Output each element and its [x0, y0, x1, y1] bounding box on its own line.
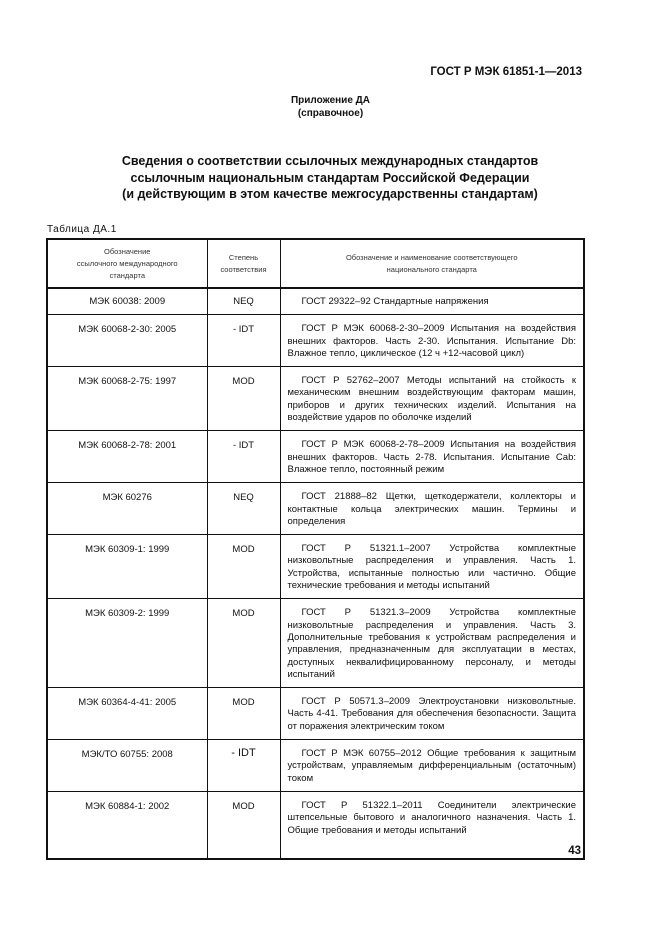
ref-standard-cell: МЭК 60038: 2009: [47, 288, 207, 315]
degree-cell: MOD: [207, 367, 280, 431]
ref-standard-cell: МЭК 60068-2-30: 2005: [47, 315, 207, 367]
document-code: ГОСТ Р МЭК 61851-1—2013: [430, 66, 582, 78]
title-line-2: ссылочным национальным стандартам Российской Федерации: [130, 170, 530, 185]
national-standard-text: ГОСТ Р 50571.3–2009 Электроустановки низковольтные. Часть 4-41. Требования для обеспечения безопасности. Защита от поражения электрическим током: [287, 696, 576, 732]
page-number: 43: [568, 845, 581, 857]
table-row: [47, 288, 584, 315]
header-col1-line3: стандарта: [109, 270, 145, 280]
correspondence-table: [46, 238, 585, 860]
table-row: [47, 791, 584, 859]
national-standard-cell: [280, 315, 584, 367]
section-title: [60, 153, 600, 203]
ref-standard-cell: МЭК 60068-2-78: 2001: [47, 431, 207, 483]
degree-cell: NEQ: [207, 288, 280, 315]
ref-standard-cell: МЭК/ТО 60755: 2008: [47, 740, 207, 792]
table-row: [47, 535, 584, 599]
ref-standard-cell: МЭК 60276: [47, 483, 207, 535]
national-standard-cell: [280, 791, 584, 859]
degree-cell: NEQ: [207, 483, 280, 535]
ref-standard-cell: МЭК 60068-2-75: 1997: [47, 367, 207, 431]
degree-cell: - IDT: [207, 740, 280, 792]
appendix-heading: [0, 94, 661, 120]
table-row: [47, 483, 584, 535]
national-standard-cell: [280, 367, 584, 431]
table-label: Таблица ДА.1: [47, 224, 117, 235]
ref-standard-cell: МЭК 60309-1: 1999: [47, 535, 207, 599]
national-standard-text: ГОСТ Р МЭК 60068-2-30–2009 Испытания на воздействия внешних факторов. Часть 2-30. Испытания. Испытание Db: Влажное тепло, циклическое (12 ч +12-часовой цикл): [287, 323, 576, 359]
table-row: [47, 599, 584, 688]
national-standard-cell: [280, 599, 584, 688]
degree-cell: MOD: [207, 791, 280, 859]
degree-cell: - IDT: [207, 315, 280, 367]
header-col1-line2: ссылочного международного: [76, 258, 178, 268]
header-col2-line1: Степень: [228, 252, 259, 262]
degree-cell: - IDT: [207, 431, 280, 483]
header-col1-line1: Обозначение: [104, 246, 151, 256]
table-row: [47, 740, 584, 792]
table-row: [47, 315, 584, 367]
national-standard-cell: [280, 535, 584, 599]
ref-standard-cell: МЭК 60364-4-41: 2005: [47, 688, 207, 740]
title-line-1: Сведения о соответствии ссылочных международных стандартов: [121, 154, 539, 168]
national-standard-cell: [280, 740, 584, 792]
national-standard-text: ГОСТ Р 52762–2007 Методы испытаний на стойкость к механическим внешним воздействующим факторам машин, приборов и других технических изделий. Испытания на воздействие ударов по оболочке изделий: [287, 375, 576, 424]
header-col3-line2: национального стандарта: [386, 264, 477, 274]
header-reference-standard: [47, 239, 207, 288]
title-line-3: (и действующим в этом качестве межгосударственны стандартам): [122, 187, 538, 201]
header-col2-line2: соответствия: [220, 264, 267, 274]
national-standard-text: ГОСТ Р МЭК 60068-2-78–2009 Испытания на воздействия внешних факторов. Часть 2-78. Испытания. Испытание Cab: Влажное тепло, постоянный режим: [287, 439, 576, 475]
national-standard-text: ГОСТ Р 51321.3–2009 Устройства комплектные низковольтные распределения и управления. Часть 3. Дополнительные требования к устройствам распределения и управления, предназначенным для эксплуатации в местах, доступных неквалифицированному персоналу, и методы испытаний: [287, 607, 576, 680]
national-standard-cell: [280, 483, 584, 535]
national-standard-text: ГОСТ 21888–82 Щетки, щеткодержатели, коллекторы и контактные кольца электрических машин. Термины и определения: [287, 491, 576, 527]
header-national-standard: [280, 239, 584, 288]
degree-cell: MOD: [207, 599, 280, 688]
table-row: [47, 367, 584, 431]
appendix-title: Приложение ДА: [290, 95, 371, 106]
table-row: [47, 688, 584, 740]
national-standard-text: ГОСТ 29322–92 Стандартные напряжения: [301, 296, 489, 307]
national-standard-cell: [280, 288, 584, 315]
degree-cell: MOD: [207, 688, 280, 740]
ref-standard-cell: МЭК 60884-1: 2002: [47, 791, 207, 859]
appendix-subtitle: (справочное): [297, 108, 364, 119]
table-row: [47, 431, 584, 483]
national-standard-text: ГОСТ Р МЭК 60755–2012 Общие требования к защитным устройствам, управляемым дифференциальным (остаточным) током: [287, 748, 576, 784]
national-standard-text: ГОСТ Р 51321.1–2007 Устройства комплектные низковольтные распределения и управления. Часть 1. Устройства, испытанные полностью или частично. Общие технические требования и методы испытаний: [287, 543, 576, 592]
degree-cell: MOD: [207, 535, 280, 599]
national-standard-text: ГОСТ Р 51322.1–2011 Соединители электрические штепсельные бытового и аналогичного назначения. Часть 1. Общие требования и методы испытаний: [287, 799, 576, 836]
national-standard-cell: [280, 688, 584, 740]
header-degree: [207, 239, 280, 288]
table-header-row: [47, 239, 584, 288]
national-standard-cell: [280, 431, 584, 483]
header-col3-line1: Обозначение и наименование соответствующего: [345, 252, 518, 262]
ref-standard-cell: МЭК 60309-2: 1999: [47, 599, 207, 688]
